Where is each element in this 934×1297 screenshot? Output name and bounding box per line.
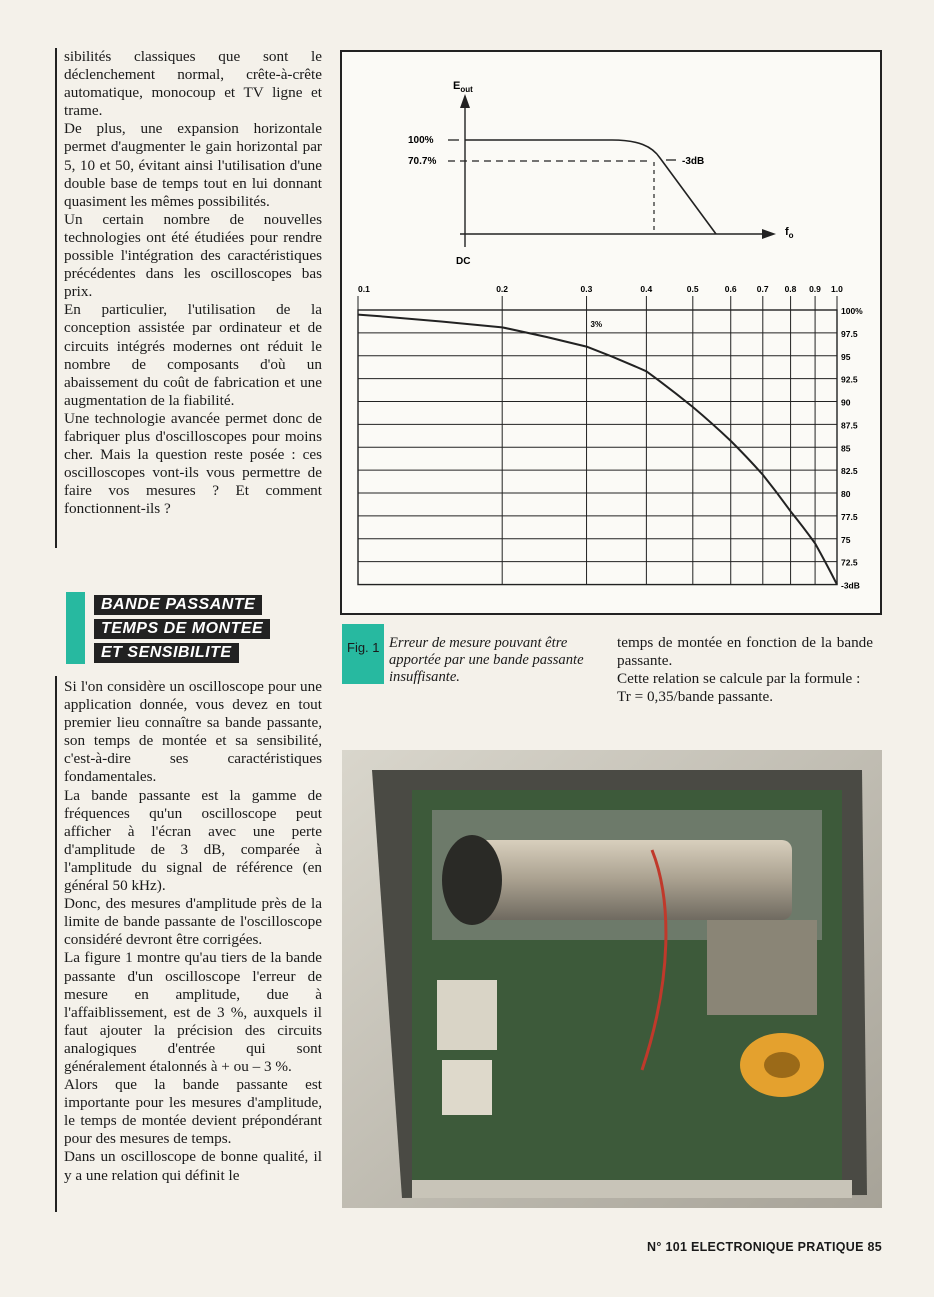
paragraph: Alors que la bande passante est importante pour les mesures d'amplitude, le temps de montée devient prépondérant pour des mesures de temps. (64, 1076, 322, 1148)
paragraph: De plus, une expansion horizontale permet d'augmenter le gain horizontal par 5, 10 et 50, évitant ainsi l'utilisation d'une double base de temps tout en lui donnant quasiment les mêmes possibilités. (64, 120, 322, 210)
paragraph: La bande passante est la gamme de fréquences qu'un oscilloscope peut afficher à l'écran avec une perte d'amplitude de 3 dB, comparée à l'amplitude du signal de référence (en général 50 kHz). (64, 786, 322, 895)
column-rule (55, 676, 57, 1212)
error-curve (358, 315, 837, 585)
paragraph: sibilités classiques que sont le déclenchement normal, crête-à-crête automatique, monocoup et TV ligne et trame. (64, 48, 322, 120)
figure-1 (340, 50, 882, 615)
x-tick-label: 0.9 (809, 284, 821, 294)
paragraph: Une technologie avancée permet donc de fabriquer plus d'oscilloscopes pour moins cher. Mais la question reste posée : ces oscilloscopes vont-ils vous permettre de faire vos mesures ? Et comment fonctionnent-ils ? (64, 409, 322, 518)
paragraph: La figure 1 montre qu'au tiers de la bande passante d'un oscilloscope l'erreur de mesure en amplitude, due à l'affaiblissement, est de 3 %, auxquels il faut ajouter la précision des circuits analogiques d'entrée qui sont généralement étalonnés à + ou – 3 %. (64, 949, 322, 1075)
y-tick-label: 85 (841, 443, 851, 454)
x-tick-label: 0.8 (784, 284, 797, 294)
paragraph: Un certain nombre de nouvelles technologies ont été étudiées pour rendre possible l'intégration des caractéristiques précédentes dans les oscilloscopes bas prix. (64, 210, 322, 301)
heading-accent-bar (66, 592, 85, 664)
paragraph: Donc, des mesures d'amplitude près de la limite de bande passante de l'oscilloscope considéré devront être corrigées. (64, 895, 322, 949)
oscilloscope-interior-illustration (342, 750, 882, 1208)
figure-tag-label: Fig. 1 (347, 640, 380, 655)
bandwidth-curve (465, 140, 716, 234)
formula: Tr = 0,35/bande passante. (617, 688, 774, 706)
x-tick-label: 0.5 (686, 284, 699, 294)
x-tick-label: 0.3 (580, 284, 593, 294)
paragraph: Si l'on considère un oscilloscope pour une application donnée, vous devez en tout premier lieu connaître sa bande passante, son temps de montée et sa sensibilité, c'est-à-dire ses caractéristiques fondamentales. (64, 678, 322, 786)
y-tick-label: 100% (841, 306, 863, 316)
y-axis-label: $E_{out}$ (453, 80, 473, 94)
figure-1-charts (342, 52, 880, 613)
paragraph: Dans un oscilloscope de bonne qualité, il y a une relation qui définit le (64, 1148, 322, 1184)
y-tick-label: 75 (841, 534, 851, 545)
x-tick-label: 1.0 (831, 284, 843, 294)
y-tick-label: 72.5 (841, 557, 858, 568)
left-column-bottom (64, 678, 322, 1185)
heading-line: BANDE PASSANTE (94, 595, 262, 615)
heading-line: ET SENSIBILITE (94, 643, 239, 663)
y-tick-label: 82.5 (841, 466, 858, 477)
figure-tag (342, 624, 384, 684)
y-marker-707: 70.7% (408, 156, 437, 167)
y-axis-arrow (460, 94, 470, 108)
x-axis-arrow (762, 229, 776, 239)
y-tick-label: -3dB (841, 580, 860, 591)
heading-line: TEMPS DE MONTEE (94, 619, 270, 639)
y-tick-label: 80 (841, 489, 851, 500)
page-footer: N° 101 ELECTRONIQUE PRATIQUE 85 (647, 1240, 882, 1254)
column-rule (55, 48, 57, 548)
y-tick-label: 87.5 (841, 420, 858, 431)
error-grid-chart (358, 284, 863, 591)
figure-caption: Erreur de mesure pouvant être apportée par une bande passante insuffisante. (389, 635, 584, 685)
y-tick-label: 92.5 (841, 374, 858, 385)
paragraph: temps de montée en fonction de la bande passante. (617, 634, 873, 670)
y-tick-label: 90 (841, 397, 851, 408)
right-column-text (617, 634, 873, 706)
x-tick-label: 0.1 (358, 284, 370, 294)
x-tick-label: 0.4 (640, 284, 653, 294)
x-tick-label: 0.6 (724, 284, 737, 294)
oscilloscope-interior-photo (342, 750, 882, 1208)
paragraph: En particulier, l'utilisation de la conception assistée par ordinateur et de circuits intégrés modernes ont réduit le nombre de composants d'où un abaissement du coût de fabrication et une augmentation de la fiabilité. (64, 301, 322, 409)
paragraph: Cette relation se calcule par la formule : (617, 670, 861, 688)
origin-label: DC (456, 256, 471, 267)
y-tick-label: 97.5 (841, 328, 858, 339)
y-tick-label: 95 (841, 351, 851, 362)
minus-3db-annotation: -3dB (682, 156, 705, 167)
bandwidth-schematic (408, 80, 794, 267)
x-tick-label: 0.2 (496, 284, 509, 294)
y-marker-100: 100% (408, 135, 434, 146)
y-tick-label: 77.5 (841, 511, 858, 522)
error-annotation: 3% (590, 319, 603, 329)
x-axis-label: $f_o$ (785, 226, 794, 240)
x-tick-label: 0.7 (756, 284, 769, 294)
left-column-top (64, 48, 322, 518)
